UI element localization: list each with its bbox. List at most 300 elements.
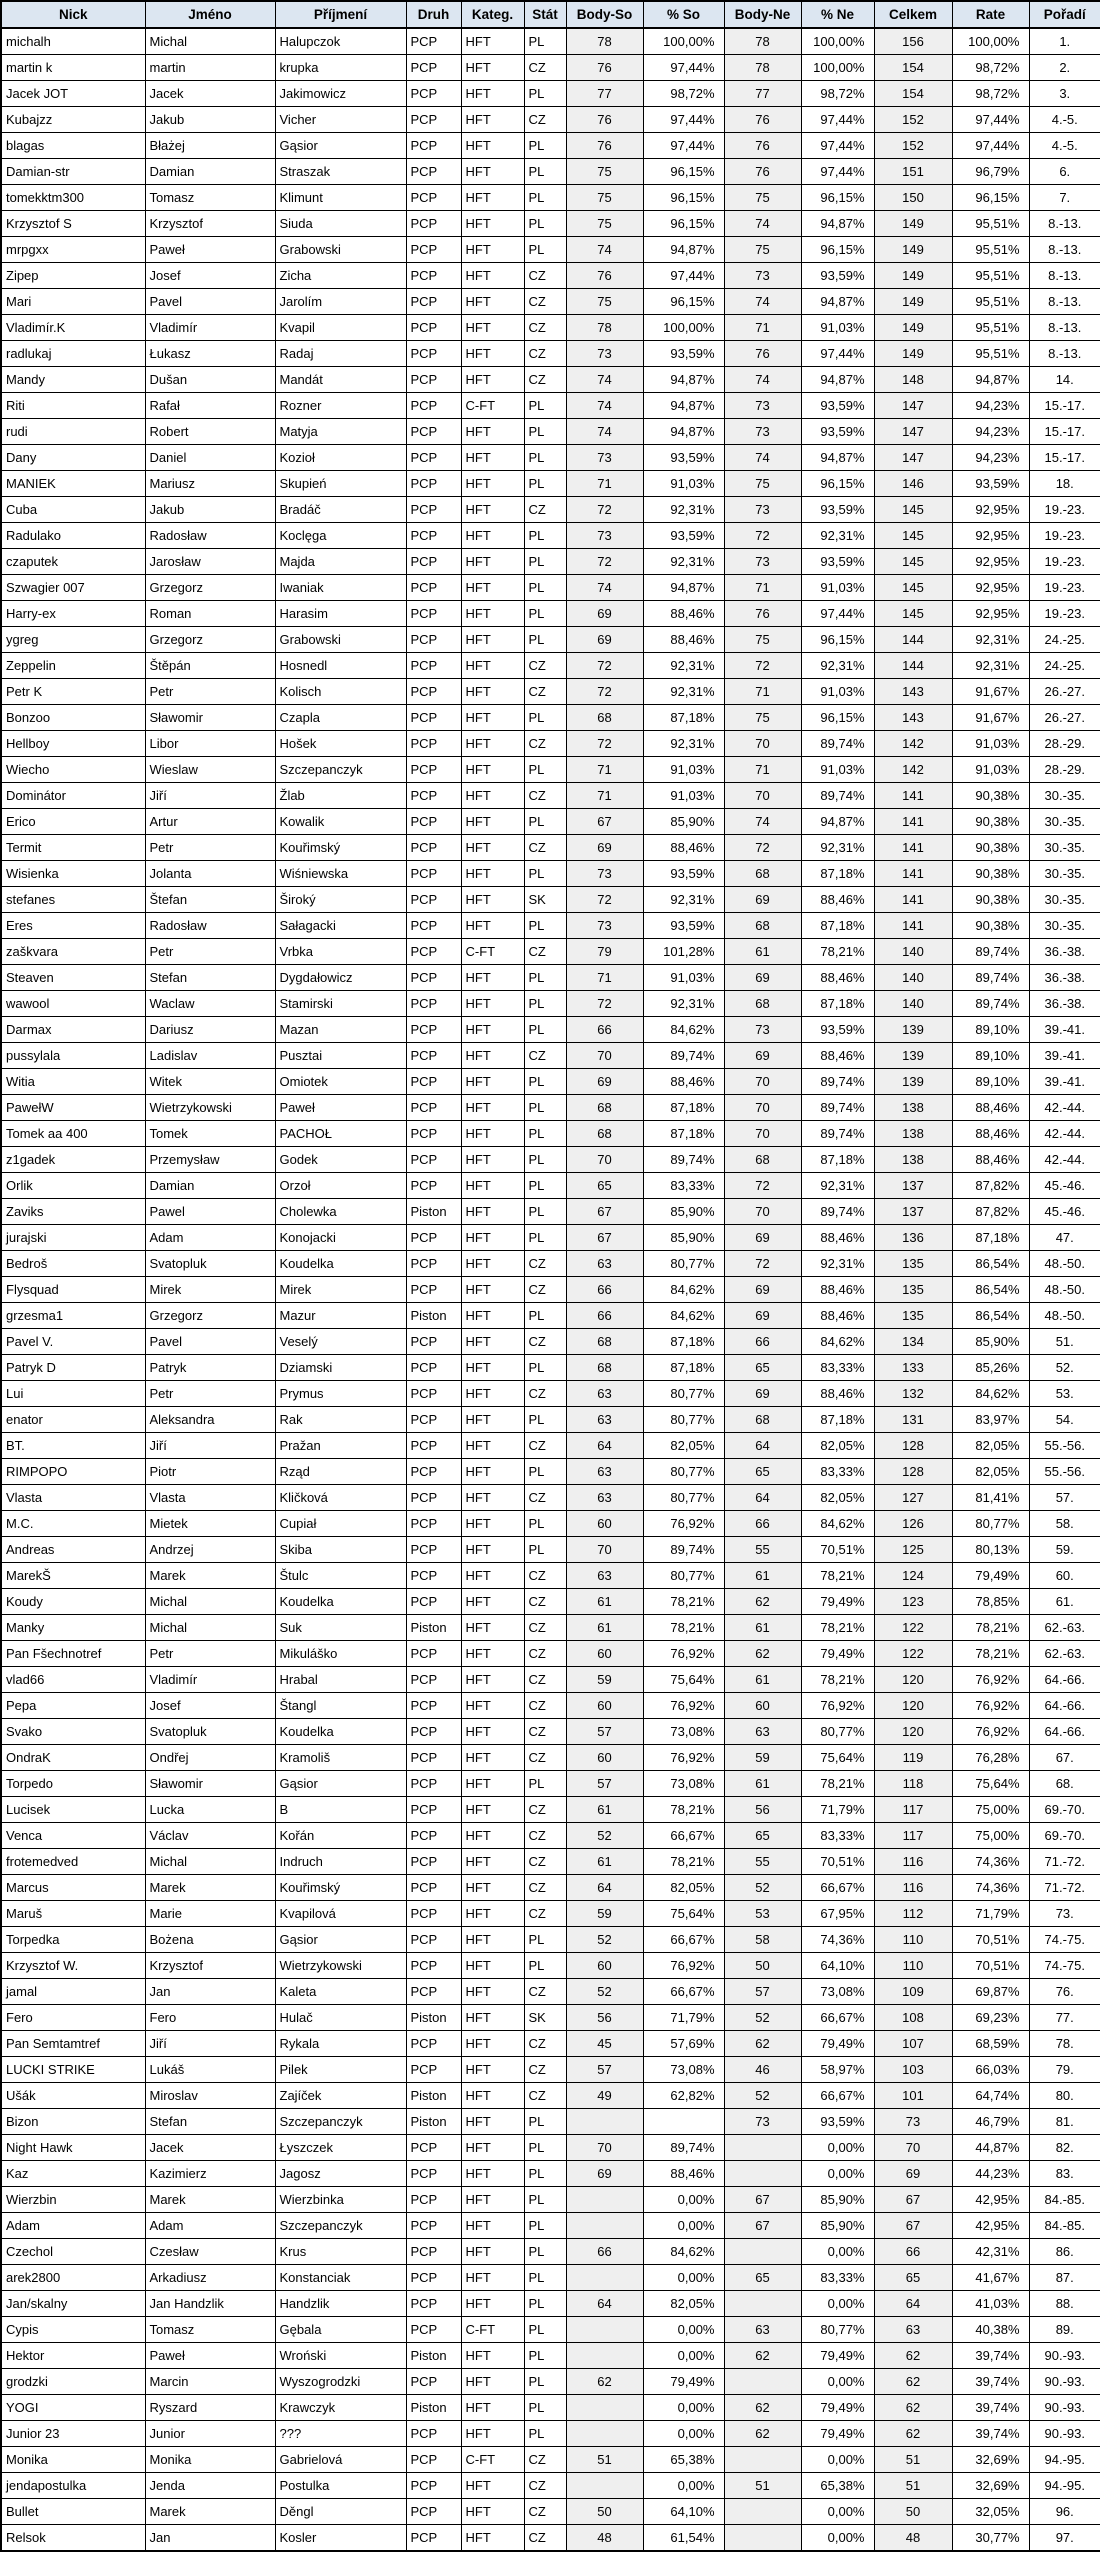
cell-rate[interactable]: 64,74% (952, 2083, 1029, 2109)
cell-druh[interactable]: Piston (406, 1303, 461, 1329)
cell-celkem[interactable]: 145 (874, 601, 952, 627)
cell-jmeno[interactable]: Marek (145, 2499, 275, 2525)
cell-stat[interactable]: CZ (524, 2447, 566, 2473)
cell-pct_so[interactable]: 92,31% (643, 497, 724, 523)
cell-body_so[interactable]: 78 (566, 28, 643, 55)
cell-jmeno[interactable]: Marek (145, 1563, 275, 1589)
cell-celkem[interactable]: 152 (874, 133, 952, 159)
cell-body_ne[interactable] (724, 2447, 801, 2473)
cell-celkem[interactable]: 101 (874, 2083, 952, 2109)
cell-kateg[interactable]: HFT (461, 1745, 524, 1771)
cell-pct_so[interactable]: 0,00% (643, 2473, 724, 2499)
cell-druh[interactable]: PCP (406, 653, 461, 679)
cell-pct_ne[interactable]: 66,67% (801, 2005, 874, 2031)
cell-poradi[interactable]: 73. (1029, 1901, 1100, 1927)
cell-prijmeni[interactable]: Mandát (275, 367, 406, 393)
cell-druh[interactable]: PCP (406, 263, 461, 289)
cell-pct_ne[interactable]: 78,21% (801, 1563, 874, 1589)
cell-prijmeni[interactable]: Wyszogrodzki (275, 2369, 406, 2395)
cell-rate[interactable]: 97,44% (952, 107, 1029, 133)
cell-pct_so[interactable]: 94,87% (643, 575, 724, 601)
cell-body_ne[interactable] (724, 2161, 801, 2187)
cell-kateg[interactable]: HFT (461, 1797, 524, 1823)
cell-druh[interactable]: PCP (406, 1329, 461, 1355)
cell-kateg[interactable]: HFT (461, 445, 524, 471)
cell-poradi[interactable]: 84.-85. (1029, 2213, 1100, 2239)
cell-rate[interactable]: 89,74% (952, 965, 1029, 991)
cell-body_so[interactable]: 74 (566, 237, 643, 263)
cell-druh[interactable]: PCP (406, 2057, 461, 2083)
cell-stat[interactable]: SK (524, 2005, 566, 2031)
cell-pct_so[interactable]: 87,18% (643, 1329, 724, 1355)
cell-prijmeni[interactable]: Straszak (275, 159, 406, 185)
cell-pct_ne[interactable]: 100,00% (801, 28, 874, 55)
cell-stat[interactable]: CZ (524, 1277, 566, 1303)
cell-druh[interactable]: PCP (406, 1043, 461, 1069)
cell-body_ne[interactable]: 66 (724, 1329, 801, 1355)
cell-prijmeni[interactable]: Klimunt (275, 185, 406, 211)
cell-stat[interactable]: CZ (524, 1667, 566, 1693)
cell-rate[interactable]: 90,38% (952, 913, 1029, 939)
cell-nick[interactable]: Szwagier 007 (1, 575, 145, 601)
cell-body_ne[interactable]: 65 (724, 1355, 801, 1381)
cell-nick[interactable]: Cypis (1, 2317, 145, 2343)
cell-stat[interactable]: PL (524, 965, 566, 991)
cell-prijmeni[interactable]: Kramoliš (275, 1745, 406, 1771)
cell-kateg[interactable]: HFT (461, 1589, 524, 1615)
cell-stat[interactable]: CZ (524, 1693, 566, 1719)
cell-pct_ne[interactable]: 93,59% (801, 419, 874, 445)
cell-pct_ne[interactable]: 97,44% (801, 107, 874, 133)
cell-jmeno[interactable]: Josef (145, 1693, 275, 1719)
cell-pct_so[interactable]: 80,77% (643, 1563, 724, 1589)
cell-druh[interactable]: PCP (406, 835, 461, 861)
cell-pct_ne[interactable]: 88,46% (801, 1225, 874, 1251)
cell-nick[interactable]: mrpgxx (1, 237, 145, 263)
cell-jmeno[interactable]: Jan Handzlik (145, 2291, 275, 2317)
cell-body_so[interactable]: 60 (566, 1511, 643, 1537)
cell-rate[interactable]: 88,46% (952, 1121, 1029, 1147)
cell-rate[interactable]: 82,05% (952, 1459, 1029, 1485)
cell-poradi[interactable]: 86. (1029, 2239, 1100, 2265)
cell-pct_so[interactable]: 89,74% (643, 1147, 724, 1173)
cell-body_so[interactable]: 52 (566, 1979, 643, 2005)
column-header-body_ne[interactable]: Body-Ne (724, 1, 801, 28)
cell-kateg[interactable]: HFT (461, 1719, 524, 1745)
cell-celkem[interactable]: 142 (874, 757, 952, 783)
cell-nick[interactable]: Marcus (1, 1875, 145, 1901)
cell-pct_so[interactable]: 87,18% (643, 1095, 724, 1121)
cell-rate[interactable]: 90,38% (952, 783, 1029, 809)
cell-jmeno[interactable]: Vlasta (145, 1485, 275, 1511)
cell-rate[interactable]: 78,21% (952, 1615, 1029, 1641)
cell-pct_ne[interactable]: 97,44% (801, 341, 874, 367)
cell-stat[interactable]: PL (524, 1355, 566, 1381)
cell-body_so[interactable]: 74 (566, 575, 643, 601)
cell-body_so[interactable]: 60 (566, 1693, 643, 1719)
cell-pct_ne[interactable]: 74,36% (801, 1927, 874, 1953)
cell-kateg[interactable]: HFT (461, 679, 524, 705)
cell-nick[interactable]: YOGI (1, 2395, 145, 2421)
cell-druh[interactable]: PCP (406, 185, 461, 211)
cell-kateg[interactable]: HFT (461, 1095, 524, 1121)
cell-rate[interactable]: 95,51% (952, 263, 1029, 289)
cell-stat[interactable]: PL (524, 913, 566, 939)
cell-poradi[interactable]: 87. (1029, 2265, 1100, 2291)
cell-stat[interactable]: CZ (524, 1823, 566, 1849)
cell-druh[interactable]: PCP (406, 2473, 461, 2499)
cell-kateg[interactable]: HFT (461, 731, 524, 757)
cell-nick[interactable]: Pan Semtamtref (1, 2031, 145, 2057)
cell-jmeno[interactable]: Dariusz (145, 1017, 275, 1043)
cell-stat[interactable]: CZ (524, 2499, 566, 2525)
cell-nick[interactable]: Lucisek (1, 1797, 145, 1823)
cell-nick[interactable]: zaškvara (1, 939, 145, 965)
cell-celkem[interactable]: 145 (874, 497, 952, 523)
cell-body_ne[interactable]: 70 (724, 1069, 801, 1095)
cell-celkem[interactable]: 73 (874, 2109, 952, 2135)
cell-pct_so[interactable]: 76,92% (643, 1511, 724, 1537)
cell-body_ne[interactable]: 62 (724, 1641, 801, 1667)
cell-pct_ne[interactable]: 0,00% (801, 2369, 874, 2395)
cell-nick[interactable]: Pavel V. (1, 1329, 145, 1355)
cell-druh[interactable]: PCP (406, 1355, 461, 1381)
cell-poradi[interactable]: 88. (1029, 2291, 1100, 2317)
cell-rate[interactable]: 92,95% (952, 575, 1029, 601)
cell-jmeno[interactable]: Piotr (145, 1459, 275, 1485)
cell-jmeno[interactable]: Monika (145, 2447, 275, 2473)
cell-poradi[interactable]: 28.-29. (1029, 757, 1100, 783)
cell-stat[interactable]: PL (524, 1407, 566, 1433)
cell-jmeno[interactable]: Miroslav (145, 2083, 275, 2109)
cell-druh[interactable]: PCP (406, 965, 461, 991)
cell-rate[interactable]: 94,23% (952, 419, 1029, 445)
cell-body_so[interactable]: 65 (566, 1173, 643, 1199)
cell-nick[interactable]: Andreas (1, 1537, 145, 1563)
cell-stat[interactable]: PL (524, 237, 566, 263)
cell-kateg[interactable]: HFT (461, 2421, 524, 2447)
cell-nick[interactable]: stefanes (1, 887, 145, 913)
cell-pct_ne[interactable]: 89,74% (801, 783, 874, 809)
cell-jmeno[interactable]: Petr (145, 835, 275, 861)
cell-druh[interactable]: PCP (406, 575, 461, 601)
cell-body_ne[interactable]: 71 (724, 315, 801, 341)
cell-poradi[interactable]: 89. (1029, 2317, 1100, 2343)
cell-celkem[interactable]: 149 (874, 341, 952, 367)
cell-body_ne[interactable]: 63 (724, 1719, 801, 1745)
cell-celkem[interactable]: 65 (874, 2265, 952, 2291)
cell-body_so[interactable]: 73 (566, 913, 643, 939)
cell-body_ne[interactable]: 77 (724, 81, 801, 107)
cell-body_so[interactable]: 67 (566, 1225, 643, 1251)
cell-poradi[interactable]: 90.-93. (1029, 2343, 1100, 2369)
cell-pct_ne[interactable]: 0,00% (801, 2239, 874, 2265)
cell-pct_ne[interactable]: 0,00% (801, 2499, 874, 2525)
cell-pct_so[interactable]: 96,15% (643, 185, 724, 211)
cell-jmeno[interactable]: Michal (145, 28, 275, 55)
cell-prijmeni[interactable]: Cholewka (275, 1199, 406, 1225)
cell-rate[interactable]: 94,23% (952, 445, 1029, 471)
cell-prijmeni[interactable]: Dziamski (275, 1355, 406, 1381)
cell-nick[interactable]: vlad66 (1, 1667, 145, 1693)
cell-prijmeni[interactable]: Gąsior (275, 1771, 406, 1797)
cell-body_so[interactable]: 72 (566, 549, 643, 575)
cell-druh[interactable]: PCP (406, 1667, 461, 1693)
cell-nick[interactable]: jurajski (1, 1225, 145, 1251)
cell-kateg[interactable]: HFT (461, 2343, 524, 2369)
cell-nick[interactable]: Petr K (1, 679, 145, 705)
cell-pct_so[interactable]: 91,03% (643, 471, 724, 497)
cell-jmeno[interactable]: Vladimír (145, 315, 275, 341)
cell-stat[interactable]: PL (524, 523, 566, 549)
cell-pct_ne[interactable]: 89,74% (801, 1069, 874, 1095)
cell-body_ne[interactable]: 75 (724, 627, 801, 653)
cell-rate[interactable]: 32,69% (952, 2473, 1029, 2499)
cell-celkem[interactable]: 67 (874, 2213, 952, 2239)
cell-stat[interactable]: CZ (524, 2525, 566, 2552)
cell-druh[interactable]: PCP (406, 133, 461, 159)
cell-pct_so[interactable]: 97,44% (643, 133, 724, 159)
cell-body_ne[interactable]: 56 (724, 1797, 801, 1823)
cell-celkem[interactable]: 125 (874, 1537, 952, 1563)
cell-jmeno[interactable]: Jiří (145, 1433, 275, 1459)
cell-prijmeni[interactable]: Kozioł (275, 445, 406, 471)
cell-stat[interactable]: CZ (524, 263, 566, 289)
cell-celkem[interactable]: 120 (874, 1693, 952, 1719)
cell-druh[interactable]: PCP (406, 1095, 461, 1121)
cell-jmeno[interactable]: Josef (145, 263, 275, 289)
cell-poradi[interactable]: 45.-46. (1029, 1173, 1100, 1199)
cell-jmeno[interactable]: Lucka (145, 1797, 275, 1823)
cell-body_ne[interactable]: 59 (724, 1745, 801, 1771)
cell-druh[interactable]: PCP (406, 1823, 461, 1849)
cell-druh[interactable]: PCP (406, 2499, 461, 2525)
cell-body_so[interactable]: 56 (566, 2005, 643, 2031)
cell-poradi[interactable]: 80. (1029, 2083, 1100, 2109)
cell-prijmeni[interactable]: Koudelka (275, 1251, 406, 1277)
cell-kateg[interactable]: HFT (461, 601, 524, 627)
cell-stat[interactable]: PL (524, 2135, 566, 2161)
cell-body_ne[interactable]: 74 (724, 289, 801, 315)
cell-jmeno[interactable]: Marie (145, 1901, 275, 1927)
cell-pct_so[interactable]: 94,87% (643, 367, 724, 393)
cell-pct_so[interactable]: 96,15% (643, 211, 724, 237)
cell-druh[interactable]: PCP (406, 341, 461, 367)
cell-rate[interactable]: 88,46% (952, 1147, 1029, 1173)
cell-body_so[interactable]: 71 (566, 783, 643, 809)
cell-body_so[interactable]: 70 (566, 1147, 643, 1173)
cell-stat[interactable]: CZ (524, 1615, 566, 1641)
cell-rate[interactable]: 39,74% (952, 2395, 1029, 2421)
cell-pct_ne[interactable]: 65,38% (801, 2473, 874, 2499)
cell-rate[interactable]: 39,74% (952, 2369, 1029, 2395)
cell-body_ne[interactable]: 64 (724, 1485, 801, 1511)
cell-pct_so[interactable]: 87,18% (643, 705, 724, 731)
cell-poradi[interactable]: 78. (1029, 2031, 1100, 2057)
cell-nick[interactable]: Torpedo (1, 1771, 145, 1797)
cell-body_ne[interactable]: 65 (724, 1823, 801, 1849)
cell-rate[interactable]: 32,05% (952, 2499, 1029, 2525)
cell-body_ne[interactable]: 65 (724, 1459, 801, 1485)
cell-nick[interactable]: z1gadek (1, 1147, 145, 1173)
cell-nick[interactable]: pussylala (1, 1043, 145, 1069)
cell-kateg[interactable]: HFT (461, 627, 524, 653)
cell-prijmeni[interactable]: Hošek (275, 731, 406, 757)
cell-celkem[interactable]: 110 (874, 1953, 952, 1979)
cell-pct_ne[interactable]: 0,00% (801, 2291, 874, 2317)
cell-celkem[interactable]: 151 (874, 159, 952, 185)
cell-kateg[interactable]: HFT (461, 1823, 524, 1849)
cell-prijmeni[interactable]: Pražan (275, 1433, 406, 1459)
cell-prijmeni[interactable]: krupka (275, 55, 406, 81)
cell-stat[interactable]: PL (524, 601, 566, 627)
cell-druh[interactable]: PCP (406, 1251, 461, 1277)
cell-celkem[interactable]: 128 (874, 1433, 952, 1459)
cell-druh[interactable]: PCP (406, 757, 461, 783)
cell-rate[interactable]: 91,03% (952, 731, 1029, 757)
cell-poradi[interactable]: 18. (1029, 471, 1100, 497)
cell-jmeno[interactable]: Krzysztof (145, 211, 275, 237)
cell-poradi[interactable]: 30.-35. (1029, 835, 1100, 861)
cell-druh[interactable]: PCP (406, 1017, 461, 1043)
cell-jmeno[interactable]: Petr (145, 679, 275, 705)
cell-jmeno[interactable]: Krzysztof (145, 1953, 275, 1979)
cell-druh[interactable]: PCP (406, 601, 461, 627)
cell-nick[interactable]: Bedroš (1, 1251, 145, 1277)
cell-poradi[interactable]: 8.-13. (1029, 237, 1100, 263)
cell-pct_so[interactable]: 88,46% (643, 601, 724, 627)
cell-poradi[interactable]: 42.-44. (1029, 1147, 1100, 1173)
cell-celkem[interactable]: 143 (874, 679, 952, 705)
cell-jmeno[interactable]: Rafał (145, 393, 275, 419)
cell-body_ne[interactable]: 70 (724, 1121, 801, 1147)
cell-rate[interactable]: 69,87% (952, 1979, 1029, 2005)
cell-rate[interactable]: 78,85% (952, 1589, 1029, 1615)
cell-kateg[interactable]: HFT (461, 2473, 524, 2499)
cell-poradi[interactable]: 42.-44. (1029, 1095, 1100, 1121)
cell-kateg[interactable]: HFT (461, 1511, 524, 1537)
cell-rate[interactable]: 96,15% (952, 185, 1029, 211)
cell-nick[interactable]: Radulako (1, 523, 145, 549)
cell-kateg[interactable]: HFT (461, 55, 524, 81)
cell-jmeno[interactable]: Jan (145, 1979, 275, 2005)
cell-poradi[interactable]: 55.-56. (1029, 1459, 1100, 1485)
cell-celkem[interactable]: 147 (874, 445, 952, 471)
cell-jmeno[interactable]: Paweł (145, 2343, 275, 2369)
cell-prijmeni[interactable]: Krus (275, 2239, 406, 2265)
cell-jmeno[interactable]: Marek (145, 2187, 275, 2213)
cell-poradi[interactable]: 84.-85. (1029, 2187, 1100, 2213)
cell-pct_ne[interactable]: 91,03% (801, 757, 874, 783)
cell-druh[interactable]: PCP (406, 2421, 461, 2447)
cell-nick[interactable]: BT. (1, 1433, 145, 1459)
cell-poradi[interactable]: 30.-35. (1029, 783, 1100, 809)
cell-poradi[interactable]: 24.-25. (1029, 627, 1100, 653)
cell-rate[interactable]: 44,87% (952, 2135, 1029, 2161)
cell-jmeno[interactable]: Robert (145, 419, 275, 445)
cell-druh[interactable]: PCP (406, 1537, 461, 1563)
cell-poradi[interactable]: 8.-13. (1029, 211, 1100, 237)
column-header-poradi[interactable]: Pořadí (1029, 1, 1100, 28)
cell-celkem[interactable]: 124 (874, 1563, 952, 1589)
cell-body_ne[interactable]: 70 (724, 731, 801, 757)
cell-druh[interactable]: PCP (406, 107, 461, 133)
cell-poradi[interactable]: 8.-13. (1029, 289, 1100, 315)
cell-body_ne[interactable]: 69 (724, 887, 801, 913)
cell-jmeno[interactable]: Daniel (145, 445, 275, 471)
cell-rate[interactable]: 44,23% (952, 2161, 1029, 2187)
cell-nick[interactable]: Mandy (1, 367, 145, 393)
cell-pct_ne[interactable]: 93,59% (801, 393, 874, 419)
cell-rate[interactable]: 90,38% (952, 809, 1029, 835)
cell-kateg[interactable]: HFT (461, 1459, 524, 1485)
cell-stat[interactable]: PL (524, 1017, 566, 1043)
cell-poradi[interactable]: 62.-63. (1029, 1641, 1100, 1667)
cell-prijmeni[interactable]: Postulka (275, 2473, 406, 2499)
cell-poradi[interactable]: 53. (1029, 1381, 1100, 1407)
cell-druh[interactable]: PCP (406, 55, 461, 81)
cell-jmeno[interactable]: Jacek (145, 81, 275, 107)
cell-rate[interactable]: 39,74% (952, 2421, 1029, 2447)
cell-kateg[interactable]: HFT (461, 965, 524, 991)
cell-pct_ne[interactable]: 71,79% (801, 1797, 874, 1823)
cell-body_so[interactable]: 75 (566, 185, 643, 211)
cell-rate[interactable]: 81,41% (952, 1485, 1029, 1511)
cell-jmeno[interactable]: Junior (145, 2421, 275, 2447)
cell-pct_ne[interactable]: 82,05% (801, 1485, 874, 1511)
cell-celkem[interactable]: 119 (874, 1745, 952, 1771)
cell-rate[interactable]: 69,23% (952, 2005, 1029, 2031)
cell-jmeno[interactable]: Jacek (145, 2135, 275, 2161)
cell-celkem[interactable]: 70 (874, 2135, 952, 2161)
cell-pct_so[interactable]: 79,49% (643, 2369, 724, 2395)
cell-body_ne[interactable]: 73 (724, 497, 801, 523)
cell-kateg[interactable]: HFT (461, 861, 524, 887)
cell-kateg[interactable]: HFT (461, 1303, 524, 1329)
cell-body_so[interactable]: 76 (566, 55, 643, 81)
cell-kateg[interactable]: HFT (461, 1173, 524, 1199)
cell-prijmeni[interactable]: Jagosz (275, 2161, 406, 2187)
cell-pct_ne[interactable]: 91,03% (801, 575, 874, 601)
cell-stat[interactable]: PL (524, 2161, 566, 2187)
cell-jmeno[interactable]: Jenda (145, 2473, 275, 2499)
cell-stat[interactable]: CZ (524, 1901, 566, 1927)
cell-pct_ne[interactable]: 84,62% (801, 1511, 874, 1537)
cell-body_ne[interactable]: 62 (724, 2395, 801, 2421)
cell-poradi[interactable]: 81. (1029, 2109, 1100, 2135)
cell-body_so[interactable]: 75 (566, 159, 643, 185)
cell-prijmeni[interactable]: Skupień (275, 471, 406, 497)
cell-body_ne[interactable] (724, 2499, 801, 2525)
cell-prijmeni[interactable]: Wroński (275, 2343, 406, 2369)
cell-body_ne[interactable]: 51 (724, 2473, 801, 2499)
cell-body_ne[interactable]: 70 (724, 1199, 801, 1225)
cell-celkem[interactable]: 141 (874, 835, 952, 861)
cell-kateg[interactable]: HFT (461, 497, 524, 523)
cell-body_ne[interactable]: 75 (724, 185, 801, 211)
cell-rate[interactable]: 42,31% (952, 2239, 1029, 2265)
cell-jmeno[interactable]: Petr (145, 1381, 275, 1407)
column-header-pct_so[interactable]: % So (643, 1, 724, 28)
cell-pct_so[interactable]: 94,87% (643, 237, 724, 263)
cell-kateg[interactable]: HFT (461, 991, 524, 1017)
cell-kateg[interactable]: C-FT (461, 2447, 524, 2473)
cell-body_so[interactable]: 68 (566, 1095, 643, 1121)
cell-druh[interactable]: PCP (406, 2291, 461, 2317)
cell-body_ne[interactable]: 63 (724, 2317, 801, 2343)
cell-celkem[interactable]: 144 (874, 653, 952, 679)
cell-stat[interactable]: CZ (524, 1563, 566, 1589)
